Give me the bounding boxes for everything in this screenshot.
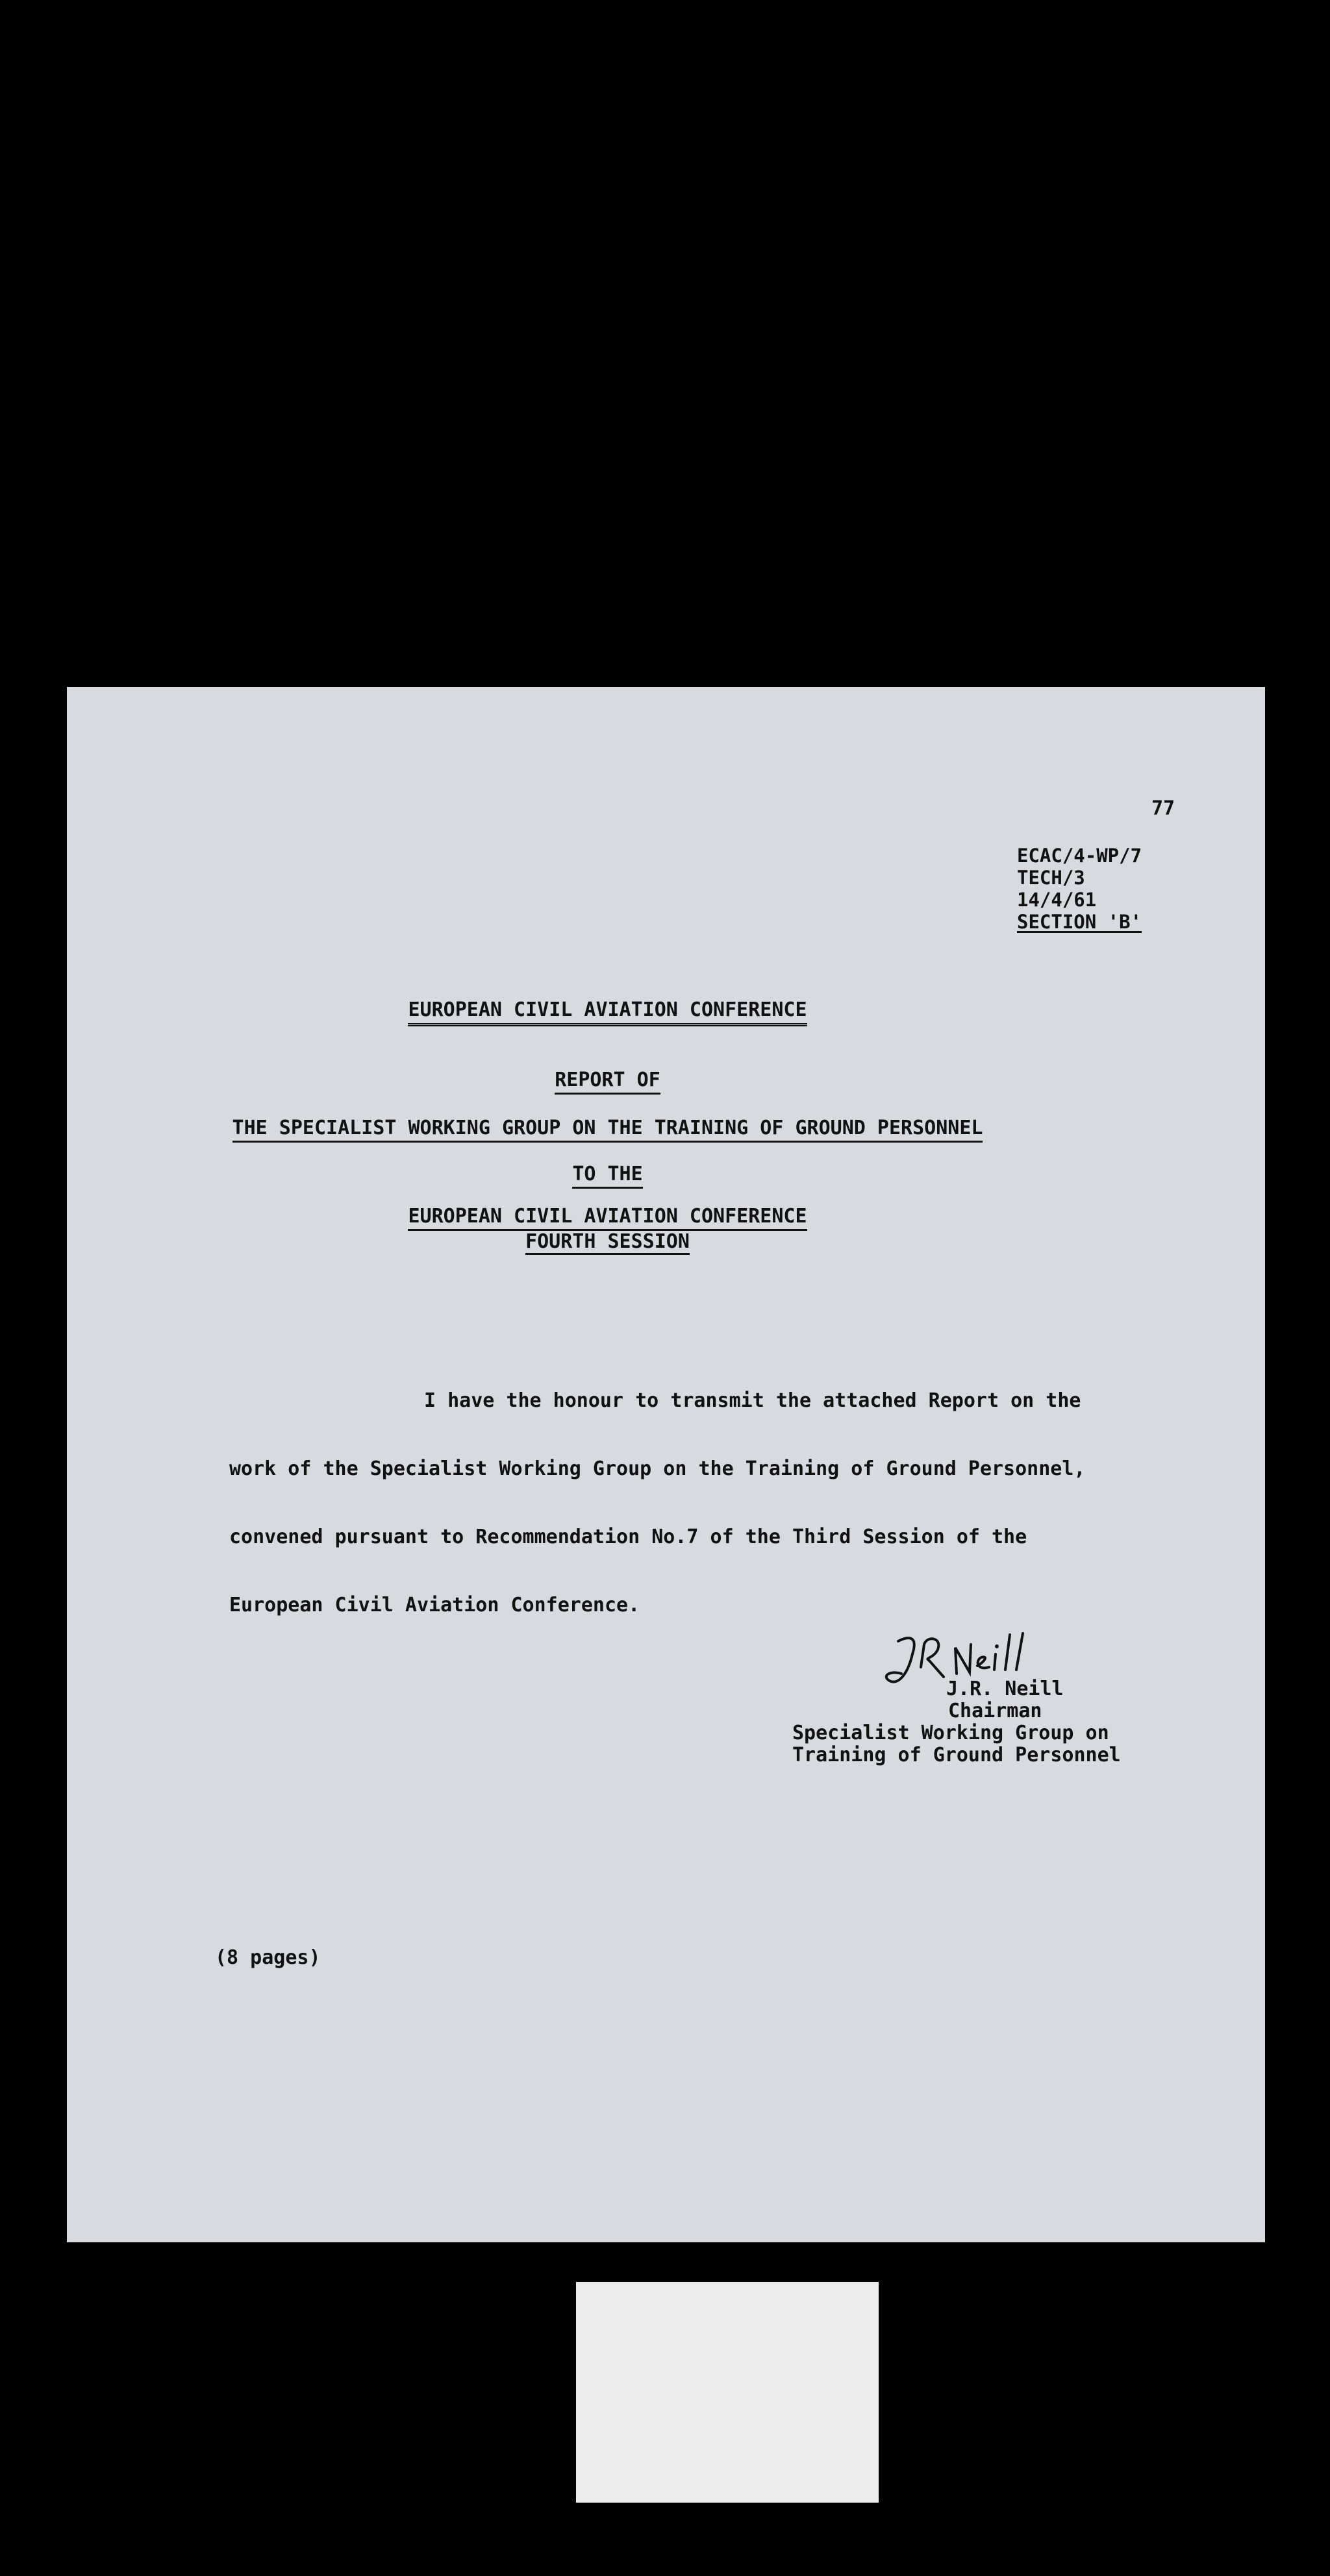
- conference-heading: [8, 998, 1207, 1026]
- title-line-text: THE SPECIALIST WORKING GROUP ON THE TRAINING OF GROUND PERSONNEL: [232, 1117, 983, 1143]
- reference-code: ECAC/4-WP/7: [1017, 845, 1142, 867]
- title-line-text: FOURTH SESSION: [525, 1231, 690, 1255]
- title-line-to-the: [8, 1163, 1207, 1189]
- signatory-organisation-line: Specialist Working Group on: [792, 1722, 1109, 1744]
- signature-text: J.R. Neill: [872, 1628, 875, 1629]
- title-line-working-group: [8, 1117, 1207, 1143]
- body-line: I have the honour to transmit the attached Report on the: [424, 1389, 1081, 1412]
- signatory-organisation-line: Training of Ground Personnel: [792, 1744, 1121, 1766]
- reference-date: 14/4/61: [1017, 889, 1097, 911]
- blank-card: [576, 2282, 879, 2503]
- body-line: convened pursuant to Recommendation No.7 of the Third Session of the: [229, 1526, 1027, 1548]
- body-paragraph: [229, 1344, 1086, 1662]
- conference-heading-text: EUROPEAN CIVIL AVIATION CONFERENCE: [408, 998, 807, 1026]
- signature-block: [792, 1678, 1121, 1766]
- title-line-text: REPORT OF: [555, 1069, 660, 1095]
- body-line: European Civil Aviation Conference.: [229, 1594, 640, 1616]
- reference-section: SECTION 'B': [1017, 911, 1142, 933]
- document-page: [67, 687, 1265, 2242]
- reference-tech: TECH/3: [1017, 867, 1085, 889]
- reference-block: [1017, 845, 1142, 933]
- title-line-text: EUROPEAN CIVIL AVIATION CONFERENCE: [408, 1206, 807, 1231]
- signatory-role: Chairman: [948, 1700, 1042, 1722]
- pages-note: (8 pages): [215, 1946, 321, 1969]
- signatory-name: J.R. Neill: [946, 1678, 1064, 1700]
- body-line: work of the Specialist Working Group on the Training of Ground Personnel,: [229, 1457, 1086, 1480]
- title-line-text: TO THE: [572, 1163, 642, 1189]
- title-line-conference-session: [8, 1206, 1207, 1255]
- page-number: 77: [1151, 797, 1175, 820]
- title-line-report-of: [8, 1069, 1207, 1095]
